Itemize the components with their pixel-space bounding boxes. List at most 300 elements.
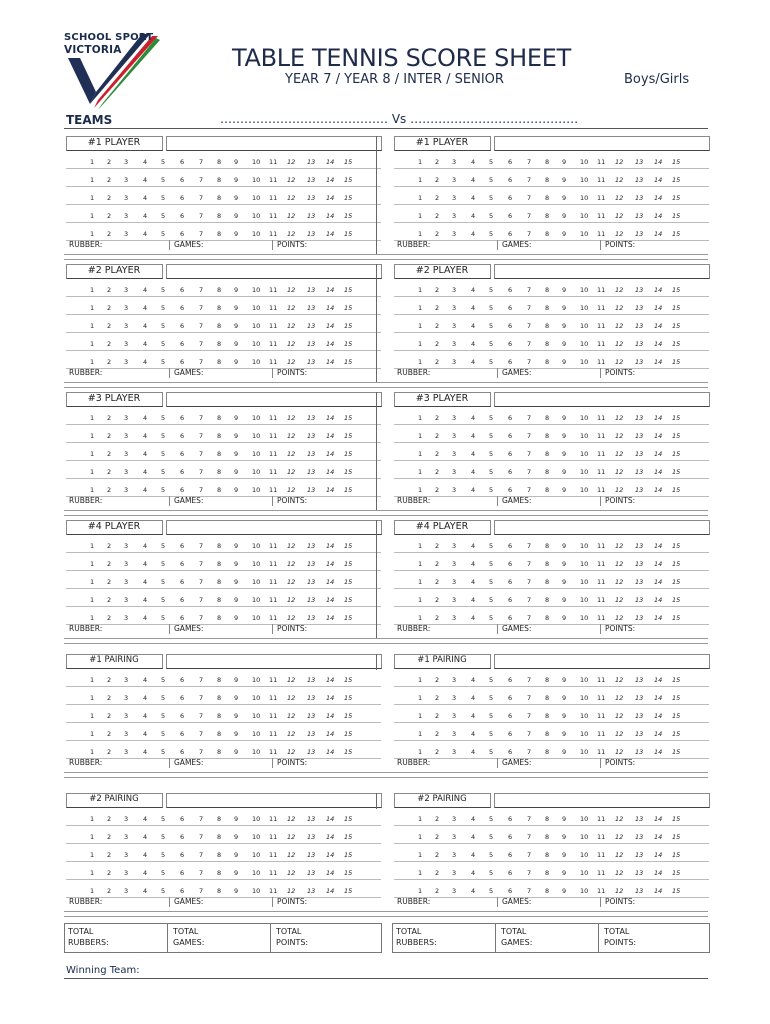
point-number[interactable]: 12 [287,358,296,366]
point-number[interactable]: 15 [344,450,353,458]
point-number[interactable]: 3 [452,730,457,738]
point-number[interactable]: 14 [654,694,663,702]
point-number[interactable]: 3 [124,887,129,895]
point-number[interactable]: 14 [654,542,663,550]
point-number[interactable]: 14 [654,358,663,366]
point-number[interactable]: 3 [124,614,129,622]
point-number[interactable]: 9 [234,286,239,294]
point-number[interactable]: 13 [635,322,644,330]
point-number[interactable]: 1 [418,468,423,476]
point-number[interactable]: 1 [90,414,95,422]
point-number[interactable]: 9 [234,614,239,622]
point-number[interactable]: 10 [580,230,589,238]
point-number[interactable]: 7 [199,596,204,604]
point-number[interactable]: 5 [489,486,494,494]
point-number[interactable]: 4 [143,596,148,604]
point-number[interactable]: 8 [545,414,550,422]
point-number[interactable]: 6 [180,694,185,702]
point-number[interactable]: 4 [471,230,476,238]
point-number[interactable]: 11 [597,712,606,720]
point-number[interactable]: 10 [580,560,589,568]
point-number[interactable]: 6 [508,748,513,756]
point-number[interactable]: 13 [635,358,644,366]
point-number[interactable]: 3 [452,304,457,312]
point-number[interactable]: 4 [143,712,148,720]
point-number[interactable]: 9 [234,851,239,859]
point-number[interactable]: 1 [418,851,423,859]
point-number[interactable]: 13 [635,614,644,622]
point-number[interactable]: 2 [435,614,440,622]
point-number[interactable]: 10 [252,815,261,823]
point-number[interactable]: 14 [326,414,335,422]
point-number[interactable]: 13 [307,815,316,823]
point-number[interactable]: 4 [471,694,476,702]
point-number[interactable]: 7 [199,694,204,702]
point-number[interactable]: 4 [143,176,148,184]
point-number[interactable]: 13 [635,676,644,684]
point-number[interactable]: 12 [615,833,624,841]
point-number[interactable]: 1 [90,748,95,756]
player-name-field[interactable] [494,520,710,535]
point-number[interactable]: 12 [615,304,624,312]
point-number[interactable]: 11 [269,414,278,422]
point-number[interactable]: 8 [217,614,222,622]
point-number[interactable]: 12 [615,851,624,859]
point-number[interactable]: 6 [508,676,513,684]
point-number[interactable]: 15 [672,432,681,440]
point-number[interactable]: 1 [90,869,95,877]
point-number[interactable]: 4 [471,486,476,494]
point-number[interactable]: 8 [217,486,222,494]
point-number[interactable]: 6 [508,230,513,238]
point-number[interactable]: 3 [452,614,457,622]
point-number[interactable]: 3 [452,340,457,348]
point-number[interactable]: 3 [452,486,457,494]
point-number[interactable]: 10 [580,450,589,458]
point-number[interactable]: 8 [217,176,222,184]
point-number[interactable]: 13 [307,694,316,702]
point-number[interactable]: 9 [234,340,239,348]
point-number[interactable]: 11 [597,748,606,756]
point-number[interactable]: 5 [161,712,166,720]
point-number[interactable]: 15 [672,748,681,756]
point-number[interactable]: 5 [161,542,166,550]
point-number[interactable]: 9 [234,542,239,550]
point-number[interactable]: 11 [269,712,278,720]
point-number[interactable]: 10 [580,286,589,294]
point-number[interactable]: 6 [180,340,185,348]
point-number[interactable]: 10 [252,596,261,604]
point-number[interactable]: 13 [307,286,316,294]
point-number[interactable]: 2 [107,730,112,738]
point-number[interactable]: 14 [326,730,335,738]
point-number[interactable]: 13 [635,712,644,720]
point-number[interactable]: 15 [672,730,681,738]
point-number[interactable]: 12 [615,730,624,738]
point-number[interactable]: 15 [672,158,681,166]
point-number[interactable]: 6 [180,230,185,238]
point-number[interactable]: 14 [654,340,663,348]
point-number[interactable]: 13 [635,869,644,877]
point-number[interactable]: 2 [107,450,112,458]
point-number[interactable]: 6 [180,486,185,494]
point-number[interactable]: 6 [180,450,185,458]
point-number[interactable]: 14 [654,194,663,202]
point-number[interactable]: 6 [180,358,185,366]
point-number[interactable]: 13 [635,414,644,422]
point-number[interactable]: 1 [90,578,95,586]
point-number[interactable]: 1 [418,560,423,568]
point-number[interactable]: 4 [471,542,476,550]
point-number[interactable]: 2 [435,358,440,366]
point-number[interactable]: 4 [143,468,148,476]
point-number[interactable]: 8 [545,833,550,841]
point-number[interactable]: 11 [269,694,278,702]
point-number[interactable]: 5 [489,694,494,702]
point-number[interactable]: 8 [217,468,222,476]
point-number[interactable]: 11 [269,560,278,568]
point-number[interactable]: 1 [90,486,95,494]
point-number[interactable]: 3 [124,450,129,458]
point-number[interactable]: 6 [180,158,185,166]
point-number[interactable]: 4 [143,676,148,684]
point-number[interactable]: 3 [452,833,457,841]
point-number[interactable]: 8 [217,194,222,202]
point-number[interactable]: 9 [234,432,239,440]
point-number[interactable]: 15 [344,596,353,604]
point-number[interactable]: 4 [471,358,476,366]
point-number[interactable]: 15 [344,194,353,202]
point-number[interactable]: 6 [508,542,513,550]
point-number[interactable]: 8 [217,230,222,238]
point-number[interactable]: 15 [344,358,353,366]
point-number[interactable]: 7 [527,815,532,823]
point-number[interactable]: 1 [90,815,95,823]
point-number[interactable]: 1 [418,815,423,823]
point-number[interactable]: 1 [418,340,423,348]
point-number[interactable]: 13 [635,815,644,823]
point-number[interactable]: 9 [562,712,567,720]
point-number[interactable]: 12 [287,230,296,238]
point-number[interactable]: 11 [597,230,606,238]
point-number[interactable]: 7 [527,358,532,366]
point-number[interactable]: 2 [107,158,112,166]
point-number[interactable]: 4 [143,542,148,550]
point-number[interactable]: 5 [489,468,494,476]
point-number[interactable]: 4 [143,212,148,220]
point-number[interactable]: 5 [489,560,494,568]
point-number[interactable]: 12 [287,712,296,720]
point-number[interactable]: 7 [527,596,532,604]
point-number[interactable]: 4 [143,194,148,202]
point-number[interactable]: 11 [597,596,606,604]
point-number[interactable]: 7 [527,712,532,720]
point-number[interactable]: 14 [326,358,335,366]
point-number[interactable]: 2 [435,414,440,422]
point-number[interactable]: 15 [672,212,681,220]
point-number[interactable]: 8 [545,194,550,202]
point-number[interactable]: 13 [635,486,644,494]
point-number[interactable]: 15 [672,833,681,841]
point-number[interactable]: 12 [615,596,624,604]
point-number[interactable]: 9 [562,414,567,422]
point-number[interactable]: 6 [508,414,513,422]
point-number[interactable]: 15 [344,712,353,720]
point-number[interactable]: 11 [269,578,278,586]
point-number[interactable]: 3 [124,414,129,422]
point-number[interactable]: 14 [654,596,663,604]
point-number[interactable]: 13 [307,596,316,604]
point-number[interactable]: 7 [199,322,204,330]
point-number[interactable]: 4 [143,304,148,312]
point-number[interactable]: 4 [471,730,476,738]
point-number[interactable]: 4 [143,358,148,366]
point-number[interactable]: 15 [344,815,353,823]
point-number[interactable]: 6 [180,712,185,720]
point-number[interactable]: 2 [435,730,440,738]
point-number[interactable]: 12 [287,194,296,202]
point-number[interactable]: 14 [654,304,663,312]
point-number[interactable]: 6 [180,414,185,422]
point-number[interactable]: 4 [143,748,148,756]
point-number[interactable]: 7 [199,486,204,494]
point-number[interactable]: 4 [471,851,476,859]
point-number[interactable]: 14 [326,815,335,823]
point-number[interactable]: 9 [234,230,239,238]
winning-team-line[interactable] [64,978,708,979]
point-number[interactable]: 4 [471,748,476,756]
point-number[interactable]: 12 [615,450,624,458]
point-number[interactable]: 12 [287,887,296,895]
point-number[interactable]: 8 [217,322,222,330]
point-number[interactable]: 2 [435,340,440,348]
point-number[interactable]: 9 [562,212,567,220]
point-number[interactable]: 10 [580,694,589,702]
point-number[interactable]: 2 [107,322,112,330]
point-number[interactable]: 8 [217,712,222,720]
point-number[interactable]: 8 [545,676,550,684]
point-number[interactable]: 4 [471,468,476,476]
point-number[interactable]: 3 [452,212,457,220]
point-number[interactable]: 12 [615,176,624,184]
point-number[interactable]: 15 [344,887,353,895]
point-number[interactable]: 3 [452,286,457,294]
point-number[interactable]: 12 [287,815,296,823]
point-number[interactable]: 3 [452,450,457,458]
point-number[interactable]: 15 [344,286,353,294]
point-number[interactable]: 7 [199,450,204,458]
point-number[interactable]: 7 [527,748,532,756]
point-number[interactable]: 10 [252,578,261,586]
point-number[interactable]: 2 [107,432,112,440]
point-number[interactable]: 6 [180,542,185,550]
point-number[interactable]: 14 [654,414,663,422]
point-number[interactable]: 8 [217,304,222,312]
point-number[interactable]: 11 [597,322,606,330]
point-number[interactable]: 6 [180,432,185,440]
point-number[interactable]: 6 [180,468,185,476]
point-number[interactable]: 6 [508,322,513,330]
point-number[interactable]: 7 [199,578,204,586]
point-number[interactable]: 7 [527,194,532,202]
point-number[interactable]: 9 [234,468,239,476]
point-number[interactable]: 5 [489,542,494,550]
point-number[interactable]: 14 [654,560,663,568]
point-number[interactable]: 15 [344,851,353,859]
point-number[interactable]: 13 [307,542,316,550]
point-number[interactable]: 1 [418,676,423,684]
point-number[interactable]: 5 [161,730,166,738]
point-number[interactable]: 14 [326,578,335,586]
point-number[interactable]: 7 [527,158,532,166]
point-number[interactable]: 5 [489,614,494,622]
point-number[interactable]: 2 [107,486,112,494]
point-number[interactable]: 13 [307,414,316,422]
point-number[interactable]: 11 [269,358,278,366]
point-number[interactable]: 6 [508,286,513,294]
point-number[interactable]: 8 [545,596,550,604]
point-number[interactable]: 5 [161,596,166,604]
point-number[interactable]: 10 [252,158,261,166]
point-number[interactable]: 7 [527,694,532,702]
point-number[interactable]: 3 [124,322,129,330]
point-number[interactable]: 3 [124,560,129,568]
point-number[interactable]: 5 [161,304,166,312]
point-number[interactable]: 4 [471,158,476,166]
point-number[interactable]: 12 [287,851,296,859]
point-number[interactable]: 2 [107,358,112,366]
point-number[interactable]: 2 [107,851,112,859]
point-number[interactable]: 4 [471,560,476,568]
point-number[interactable]: 15 [672,194,681,202]
point-number[interactable]: 8 [545,815,550,823]
point-number[interactable]: 9 [234,596,239,604]
point-number[interactable]: 12 [287,432,296,440]
point-number[interactable]: 7 [527,560,532,568]
point-number[interactable]: 4 [143,851,148,859]
point-number[interactable]: 5 [161,815,166,823]
point-number[interactable]: 3 [124,340,129,348]
point-number[interactable]: 2 [435,230,440,238]
point-number[interactable]: 10 [252,614,261,622]
point-number[interactable]: 8 [217,560,222,568]
point-number[interactable]: 2 [435,815,440,823]
point-number[interactable]: 4 [471,432,476,440]
point-number[interactable]: 11 [269,468,278,476]
point-number[interactable]: 7 [527,414,532,422]
point-number[interactable]: 7 [199,212,204,220]
point-number[interactable]: 12 [287,833,296,841]
point-number[interactable]: 6 [180,833,185,841]
point-number[interactable]: 5 [489,676,494,684]
point-number[interactable]: 13 [635,158,644,166]
point-number[interactable]: 8 [545,322,550,330]
point-number[interactable]: 7 [527,340,532,348]
point-number[interactable]: 10 [580,614,589,622]
point-number[interactable]: 15 [344,230,353,238]
point-number[interactable]: 11 [269,748,278,756]
point-number[interactable]: 6 [508,158,513,166]
point-number[interactable]: 9 [234,450,239,458]
point-number[interactable]: 5 [489,414,494,422]
point-number[interactable]: 9 [234,712,239,720]
point-number[interactable]: 1 [418,748,423,756]
point-number[interactable]: 7 [527,614,532,622]
point-number[interactable]: 6 [508,869,513,877]
point-number[interactable]: 15 [344,414,353,422]
point-number[interactable]: 11 [269,230,278,238]
point-number[interactable]: 2 [435,486,440,494]
point-number[interactable]: 12 [615,542,624,550]
point-number[interactable]: 8 [217,340,222,348]
point-number[interactable]: 3 [124,486,129,494]
point-number[interactable]: 11 [269,887,278,895]
point-number[interactable]: 10 [580,176,589,184]
player-name-field[interactable] [166,520,382,535]
point-number[interactable]: 3 [452,176,457,184]
point-number[interactable]: 5 [161,694,166,702]
point-number[interactable]: 6 [508,486,513,494]
point-number[interactable]: 2 [435,212,440,220]
point-number[interactable]: 10 [580,212,589,220]
point-number[interactable]: 3 [452,358,457,366]
point-number[interactable]: 5 [489,712,494,720]
point-number[interactable]: 8 [217,676,222,684]
point-number[interactable]: 15 [672,712,681,720]
point-number[interactable]: 7 [527,286,532,294]
point-number[interactable]: 7 [199,560,204,568]
point-number[interactable]: 8 [545,450,550,458]
point-number[interactable]: 7 [527,542,532,550]
point-number[interactable]: 12 [287,414,296,422]
point-number[interactable]: 11 [597,815,606,823]
point-number[interactable]: 5 [161,748,166,756]
point-number[interactable]: 13 [307,833,316,841]
point-number[interactable]: 14 [654,676,663,684]
point-number[interactable]: 4 [143,578,148,586]
point-number[interactable]: 9 [562,578,567,586]
point-number[interactable]: 3 [124,815,129,823]
point-number[interactable]: 5 [489,286,494,294]
point-number[interactable]: 9 [562,468,567,476]
point-number[interactable]: 11 [269,212,278,220]
point-number[interactable]: 7 [199,286,204,294]
point-number[interactable]: 9 [562,432,567,440]
point-number[interactable]: 10 [580,340,589,348]
point-number[interactable]: 6 [508,887,513,895]
point-number[interactable]: 4 [471,578,476,586]
point-number[interactable]: 13 [307,578,316,586]
point-number[interactable]: 14 [326,887,335,895]
point-number[interactable]: 4 [143,414,148,422]
point-number[interactable]: 10 [252,358,261,366]
point-number[interactable]: 14 [326,712,335,720]
point-number[interactable]: 15 [672,230,681,238]
point-number[interactable]: 8 [545,614,550,622]
point-number[interactable]: 3 [452,851,457,859]
point-number[interactable]: 11 [269,596,278,604]
point-number[interactable]: 1 [90,468,95,476]
point-number[interactable]: 7 [199,468,204,476]
point-number[interactable]: 10 [580,833,589,841]
point-number[interactable]: 2 [107,748,112,756]
point-number[interactable]: 11 [269,815,278,823]
point-number[interactable]: 2 [435,694,440,702]
point-number[interactable]: 10 [252,560,261,568]
point-number[interactable]: 3 [452,596,457,604]
point-number[interactable]: 13 [307,614,316,622]
point-number[interactable]: 4 [143,887,148,895]
